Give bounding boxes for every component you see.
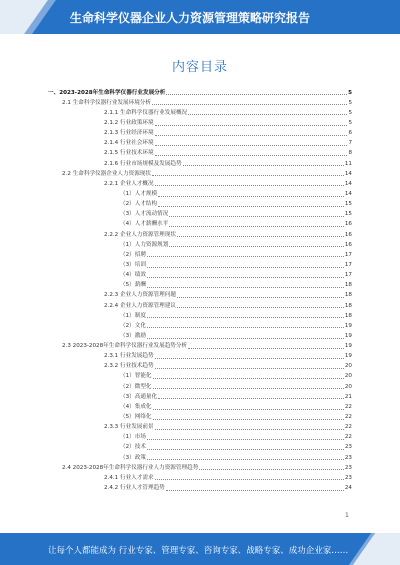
toc-entry[interactable] (48, 340, 352, 350)
toc-entry-page: 22 (344, 403, 352, 410)
toc-entry[interactable] (48, 370, 352, 380)
toc-leader-dots (147, 317, 344, 318)
toc-entry-page: 18 (344, 292, 352, 299)
toc-leader-dots (155, 125, 348, 126)
toc-entry-page: 16 (344, 241, 352, 248)
toc-entry-title: （3）培训 (120, 261, 146, 268)
toc-leader-dots (147, 277, 344, 278)
toc-leader-dots (158, 206, 344, 207)
toc-entry[interactable] (48, 390, 352, 400)
toc-entry-page: 15 (344, 211, 352, 218)
toc-entry-title: （1）智能化 (120, 373, 152, 380)
toc-entry-page: 8 (348, 150, 352, 157)
toc-entry-title: 2.1.1 生命科学仪器行业发展概况 (104, 109, 188, 116)
toc-entry[interactable] (48, 319, 352, 329)
toc-leader-dots (166, 94, 347, 95)
toc-leader-dots (147, 267, 344, 268)
toc-entry-page: 5 (348, 109, 352, 116)
table-of-contents (48, 86, 352, 492)
toc-entry[interactable] (48, 198, 352, 208)
toc-entry[interactable] (48, 208, 352, 218)
toc-entry-page: 14 (344, 170, 352, 177)
toc-leader-dots (158, 196, 344, 197)
toc-entry[interactable] (48, 329, 352, 339)
toc-entry-page: 17 (344, 272, 352, 279)
toc-entry-page: 7 (348, 140, 352, 147)
toc-leader-dots (199, 469, 344, 470)
toc-leader-dots (147, 327, 344, 328)
toc-entry-title: 2.2.3 企业人力资源管理问题 (104, 292, 176, 299)
toc-entry[interactable] (48, 279, 352, 289)
toc-leader-dots (155, 155, 348, 156)
toc-leader-dots (177, 236, 344, 237)
toc-entry-page: 18 (344, 302, 352, 309)
toc-entry[interactable] (48, 177, 352, 187)
toc-heading: 内容目录 (171, 60, 228, 75)
toc-entry[interactable] (48, 228, 352, 238)
toc-entry-page: 22 (344, 424, 352, 431)
toc-entry-page: 24 (344, 485, 352, 492)
toc-leader-dots (188, 114, 347, 115)
toc-entry-page: 14 (344, 180, 352, 187)
toc-entry[interactable] (48, 451, 352, 461)
toc-entry-title: （2）招聘 (120, 251, 146, 258)
toc-entry-title: （3）人才流动情况 (120, 211, 169, 218)
toc-entry-page: 16 (344, 221, 352, 228)
toc-entry[interactable] (48, 481, 352, 491)
toc-entry-page: 5 (348, 119, 352, 126)
toc-leader-dots (147, 287, 344, 288)
toc-entry-page: 23 (344, 474, 352, 481)
toc-leader-dots (153, 419, 344, 420)
page-footer (0, 533, 400, 565)
toc-entry[interactable] (48, 248, 352, 258)
toc-entry-title: 2.1.4 行业社会环境 (104, 140, 154, 147)
toc-entry[interactable] (48, 86, 352, 96)
toc-leader-dots (177, 297, 344, 298)
toc-entry-title: （5）网络化 (120, 414, 152, 421)
toc-entry-title: （2）技术 (120, 444, 146, 451)
toc-leader-dots (155, 145, 348, 146)
toc-entry-title: （3）激励 (120, 332, 146, 339)
toc-leader-dots (183, 165, 344, 166)
toc-entry[interactable] (48, 461, 352, 471)
toc-leader-dots (147, 459, 344, 460)
toc-entry-title: （1）市场 (120, 434, 146, 441)
toc-entry-title: （5）薪酬 (120, 282, 146, 289)
page-number: 1 (345, 512, 349, 519)
toc-leader-dots (153, 388, 344, 389)
toc-entry-title: 2.1.2 行业政策环境 (104, 119, 154, 126)
toc-entry-title: 2.2.4 企业人力资源管理建议 (104, 302, 176, 309)
toc-entry-title: （1）人才规模 (120, 190, 158, 197)
toc-leader-dots (147, 439, 344, 440)
toc-entry-title: 2.2.2 企业人力资源管理现状 (104, 231, 176, 238)
toc-entry[interactable] (48, 350, 352, 360)
toc-entry[interactable] (48, 96, 352, 106)
toc-leader-dots (169, 246, 344, 247)
toc-entry-page: 23 (344, 454, 352, 461)
toc-entry[interactable] (48, 289, 352, 299)
toc-leader-dots (166, 490, 344, 491)
toc-leader-dots (152, 104, 347, 105)
toc-entry-page: 19 (344, 332, 352, 339)
toc-entry[interactable] (48, 137, 352, 147)
toc-entry[interactable] (48, 116, 352, 126)
toc-entry-page: 14 (344, 190, 352, 197)
toc-leader-dots (155, 135, 348, 136)
toc-entry-page: 5 (348, 99, 352, 106)
toc-leader-dots (155, 368, 344, 369)
toc-entry-page: 18 (344, 282, 352, 289)
toc-leader-dots (147, 256, 344, 257)
toc-entry-page: 18 (344, 312, 352, 319)
toc-entry-page: 15 (344, 201, 352, 208)
toc-entry[interactable] (48, 258, 352, 268)
toc-leader-dots (188, 348, 344, 349)
toc-leader-dots (152, 175, 344, 176)
toc-entry[interactable] (48, 299, 352, 309)
toc-leader-dots (153, 378, 344, 379)
toc-entry-page: 23 (344, 464, 352, 471)
toc-entry-title: 2.4.2 行业人才管理趋势 (104, 485, 165, 492)
toc-entry-title: （2）文化 (120, 322, 146, 329)
toc-entry[interactable] (48, 421, 352, 431)
page-header (0, 0, 400, 34)
toc-entry-page: 23 (344, 444, 352, 451)
toc-entry-page: 5 (348, 89, 352, 96)
toc-entry-title: （4）集成化 (120, 403, 152, 410)
toc-leader-dots (147, 338, 344, 339)
toc-entry-title: 2.2.1 企业人才概况 (104, 180, 154, 187)
toc-entry[interactable] (48, 167, 352, 177)
toc-entry-title: 2.4.1 行业人才需求 (104, 474, 154, 481)
toc-entry-title: （3）政策 (120, 454, 146, 461)
toc-entry-page: 21 (344, 393, 352, 400)
toc-leader-dots (155, 429, 344, 430)
toc-leader-dots (155, 185, 344, 186)
toc-leader-dots (147, 449, 344, 450)
toc-entry-title: （2）人才结构 (120, 201, 158, 208)
toc-entry-page: 20 (344, 373, 352, 380)
toc-entry[interactable] (48, 360, 352, 370)
toc-entry-title: 2.1.3 行业经济环境 (104, 130, 154, 137)
toc-entry-page: 17 (344, 261, 352, 268)
toc-entry-page: 16 (344, 231, 352, 238)
toc-entry[interactable] (48, 238, 352, 248)
toc-entry-page: 19 (344, 343, 352, 350)
toc-entry-page: 19 (344, 353, 352, 360)
toc-entry-title: 2.4 2023-2028年生命科学仪器行业人力资源管理趋势 (62, 464, 199, 471)
toc-entry-page: 20 (344, 363, 352, 370)
toc-entry-page: 20 (344, 383, 352, 390)
toc-entry-title: 2.3.3 行业发展前景 (104, 424, 154, 431)
toc-entry-title: 2.3.1 行业发展趋势 (104, 353, 154, 360)
toc-entry[interactable] (48, 157, 352, 167)
toc-entry[interactable] (48, 187, 352, 197)
toc-entry-title: （2）微型化 (120, 383, 152, 390)
toc-entry-title: （1）人力资源规划 (120, 241, 169, 248)
toc-leader-dots (169, 216, 344, 217)
toc-entry-title: 2.1.6 行业市场规模及发展趋势 (104, 160, 182, 167)
toc-entry-page: 22 (344, 414, 352, 421)
toc-entry-title: （1）制度 (120, 312, 146, 319)
toc-entry[interactable] (48, 218, 352, 228)
toc-entry[interactable] (48, 441, 352, 451)
toc-entry[interactable] (48, 269, 352, 279)
toc-leader-dots (169, 226, 344, 227)
toc-entry-title: （3）高通量化 (120, 393, 158, 400)
toc-leader-dots (155, 479, 344, 480)
toc-entry-page: 6 (348, 130, 352, 137)
toc-entry-title: （4）人才薪酬水平 (120, 221, 169, 228)
toc-entry-title: （4）绩效 (120, 272, 146, 279)
toc-entry-title: 2.2 生命科学仪器企业人力资源现状 (62, 170, 151, 177)
toc-entry[interactable] (48, 127, 352, 137)
footer-slogan: 让每个人都能成为 行业专家、管理专家、咨询专家、战略专家、成功企业家…… (48, 546, 349, 556)
toc-entry-title: 2.1 生命科学仪器行业发展环境分析 (62, 99, 151, 106)
toc-entry[interactable] (48, 431, 352, 441)
toc-leader-dots (177, 307, 344, 308)
toc-entry-page: 11 (344, 160, 352, 167)
toc-entry[interactable] (48, 400, 352, 410)
toc-entry-page: 17 (344, 251, 352, 258)
toc-entry[interactable] (48, 147, 352, 157)
toc-leader-dots (158, 398, 344, 399)
report-title: 生命科学仪器企业人力资源管理策略研究报告 (70, 11, 311, 25)
toc-leader-dots (153, 409, 344, 410)
toc-entry[interactable] (48, 106, 352, 116)
toc-entry[interactable] (48, 471, 352, 481)
toc-entry[interactable] (48, 380, 352, 390)
toc-entry-page: 22 (344, 434, 352, 441)
toc-entry[interactable] (48, 411, 352, 421)
toc-entry-title: 一、2023-2028年生命科学仪器行业发展分析 (48, 89, 166, 96)
toc-entry-page: 19 (344, 322, 352, 329)
toc-entry-title: 2.3.2 行业技术趋势 (104, 363, 154, 370)
toc-leader-dots (155, 358, 344, 359)
toc-entry-title: 2.1.5 行业技术环境 (104, 150, 154, 157)
toc-entry-title: 2.3 2023-2028年生命科学仪器行业发展趋势分析 (62, 343, 188, 350)
toc-entry[interactable] (48, 309, 352, 319)
